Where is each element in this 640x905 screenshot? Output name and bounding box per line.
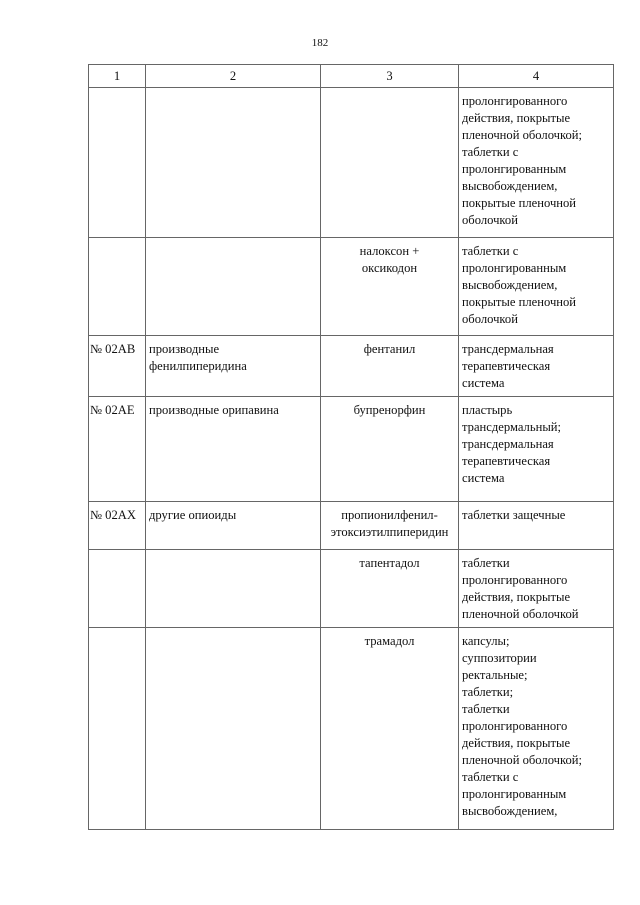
group-cell: [146, 628, 321, 830]
cell-line: терапевтическая: [462, 454, 551, 468]
cell-line: пропионилфенил-: [341, 508, 438, 522]
cell-line: бупренорфин: [353, 403, 426, 417]
table-row: [89, 336, 614, 397]
cell-line: тапентадол: [359, 556, 420, 570]
substance-cell: [321, 628, 459, 830]
cell-line: таблетки с: [462, 244, 519, 258]
substance-cell: [321, 397, 459, 502]
cell-line: пролонгированного: [462, 573, 568, 587]
group-cell: [146, 550, 321, 628]
dosage-form-cell: [459, 628, 614, 830]
atc-code-cell: [89, 88, 146, 238]
table-row: [89, 88, 614, 238]
atc-code-cell: [89, 238, 146, 336]
substance-cell: [321, 502, 459, 550]
cell-line: пленочной оболочкой;: [462, 128, 583, 142]
cell-line: высвобождением,: [462, 804, 558, 818]
atc-code-cell: [89, 397, 146, 502]
cell-line: терапевтическая: [462, 359, 551, 373]
dosage-form-cell: [459, 336, 614, 397]
cell-line: высвобождением,: [462, 278, 558, 292]
table-row: [89, 397, 614, 502]
cell-line: пленочной оболочкой;: [462, 753, 583, 767]
group-cell: [146, 336, 321, 397]
atc-code: № 02AB: [90, 342, 136, 356]
cell-line: система: [462, 376, 505, 390]
drug-table: [88, 64, 614, 830]
group-cell: [146, 502, 321, 550]
cell-line: трансдермальная: [462, 342, 554, 356]
cell-line: покрытые пленочной: [462, 295, 577, 309]
cell-line: таблетки с: [462, 145, 519, 159]
cell-line: фенилпиперидина: [149, 359, 247, 373]
cell-line: налоксон +: [359, 244, 420, 258]
cell-line: действия, покрытые: [462, 111, 571, 125]
cell-line: пленочной оболочкой: [462, 607, 579, 621]
cell-line: пластырь: [462, 403, 513, 417]
group-cell: [146, 238, 321, 336]
table-row: [89, 502, 614, 550]
cell-line: оксикодон: [361, 261, 418, 275]
cell-line: этоксиэтилпиперидин: [330, 525, 449, 539]
cell-line: покрытые пленочной: [462, 196, 577, 210]
cell-line: трансдермальная: [462, 437, 554, 451]
column-header: 2: [146, 65, 321, 88]
cell-line: фентанил: [363, 342, 416, 356]
atc-code-cell: [89, 550, 146, 628]
cell-line: пролонгированным: [462, 787, 567, 801]
cell-line: таблетки с: [462, 770, 519, 784]
cell-line: пролонгированным: [462, 261, 567, 275]
substance-cell: [321, 238, 459, 336]
substance-cell: [321, 550, 459, 628]
group-cell: [146, 397, 321, 502]
page-number: 182: [311, 37, 329, 49]
cell-line: пролонгированного: [462, 719, 568, 733]
atc-code-cell: [89, 336, 146, 397]
column-header: 4: [459, 65, 614, 88]
cell-line: производные орипавина: [149, 403, 279, 417]
cell-line: оболочкой: [462, 312, 518, 326]
cell-line: трансдермальный;: [462, 420, 562, 434]
cell-line: пролонгированного: [462, 94, 568, 108]
dosage-form-cell: [459, 397, 614, 502]
atc-code: № 02AX: [90, 508, 136, 522]
cell-line: пролонгированным: [462, 162, 567, 176]
table-row: [89, 238, 614, 336]
cell-line: действия, покрытые: [462, 736, 571, 750]
atc-code-cell: [89, 502, 146, 550]
substance-cell: [321, 88, 459, 238]
cell-line: таблетки: [462, 556, 510, 570]
cell-line: трамадол: [364, 634, 415, 648]
table-row: [89, 550, 614, 628]
atc-code-cell: [89, 628, 146, 830]
table-row: [89, 628, 614, 830]
cell-line: ректальные;: [462, 668, 528, 682]
dosage-form-cell: [459, 238, 614, 336]
cell-line: производные: [149, 342, 220, 356]
group-cell: [146, 88, 321, 238]
dosage-form-cell: [459, 88, 614, 238]
cell-line: другие опиоиды: [149, 508, 237, 522]
substance-cell: [321, 336, 459, 397]
cell-line: таблетки защечные: [462, 508, 566, 522]
cell-line: система: [462, 471, 505, 485]
cell-line: оболочкой: [462, 213, 518, 227]
cell-line: таблетки: [462, 702, 510, 716]
dosage-form-cell: [459, 550, 614, 628]
cell-line: высвобождением,: [462, 179, 558, 193]
column-header: 3: [321, 65, 459, 88]
cell-line: суппозитории: [462, 651, 537, 665]
cell-line: таблетки;: [462, 685, 514, 699]
atc-code: № 02AE: [90, 403, 135, 417]
dosage-form-cell: [459, 502, 614, 550]
table-header-row: [89, 65, 614, 88]
column-header: 1: [89, 65, 146, 88]
cell-line: действия, покрытые: [462, 590, 571, 604]
cell-line: капсулы;: [462, 634, 510, 648]
